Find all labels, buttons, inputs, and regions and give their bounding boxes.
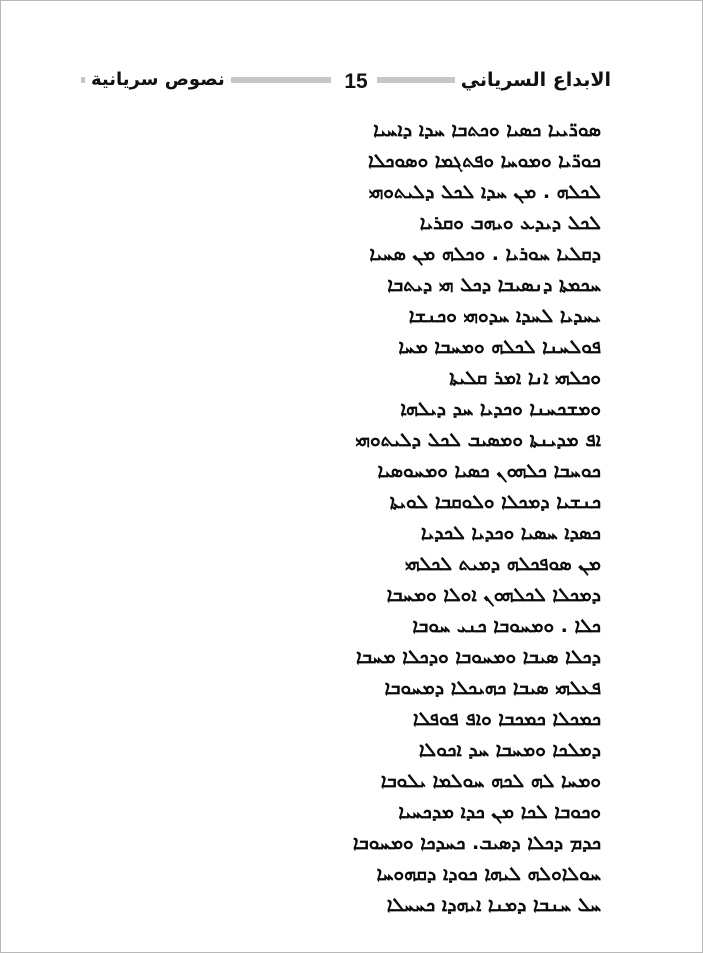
verse-line: ܡܢ ܣܘܦܟܠܗ ܕܡܝܬ ܠܟܠܗܝ (405, 553, 601, 575)
verse-line: ܕܩܠܝܐ ܚܘܪܝܐ . ܘܟܠܗ ܡܢ ܣܚܝܐ (369, 243, 601, 265)
verse-line: ܕܟܠܐ ܣܝܒܐ ܘܡܚܘܒܐ ܘܕܟܠܐ ܡܚܒܐ (356, 646, 601, 668)
header-left-title: نصوص سريانية (85, 67, 231, 93)
verse-line: ܟܕܡ ܕܟܠܐ ܕܣܝܒ. ܟܚܕܟܐ ܘܡܚܘܒܐ (352, 832, 601, 854)
verse-line: ܟܘܚܒܐ ܟܠܗܘܢ ܟܣܝܐ ܘܡܚܘܣܝܐ (377, 460, 601, 482)
verse-line: ܐܦ ܡܕܝܢܬܐ ܘܡܣܝܒ ܠܟܠ ܕܠܝܬܘܗܝ (355, 429, 601, 451)
header-right-title: الابداع السرياني (455, 67, 617, 93)
verse-line: ܝܚܕܝܐ ܠܚܕܐ ܚܕܘܗܝ ܘܟܢܫܐ (408, 305, 601, 327)
verse-line: ܘܡܫܟܚܢܐ ܘܟܕܝܐ ܚܕ ܕܝܠܗܐ (400, 398, 601, 420)
verse-line: ܣܘܪ̈ܝܝܐ ܟܣܝܐ ܘܟܬܒܐ ܚܕܐ ܕܐܚܝܐ (373, 119, 601, 141)
verse-line: ܟܘܪ̈ܝܐ ܘܡܘܚܐ ܘܦܬܓܡܐ ܘܣܘܟܠܐ (367, 150, 601, 172)
page-number: 15 (344, 70, 368, 93)
verse-line: ܘܟܘܒܐ ܠܟܐ ܡܢ ܟܕܐ ܡܕܟܚܝܐ (398, 801, 601, 823)
verse-line: ܚܘܠܐܘܠܗ ܠܝܗܐ ܟܘܕܐ ܕܩܗܘܚܐ (376, 863, 601, 885)
verse-line: ܟܢܫܝܐ ܕܡܟܠܐ ܘܠܘܩܒܐ ܠܘܝܬܐ (389, 491, 601, 513)
verse-line: ܚܟܡܬܐ ܕܢܣܝܒܐ ܕܟܠ ܗܝ ܕܝܬܒܐ (387, 274, 601, 296)
verse-line: ܟܠܐ . ܘܡܚܘܒܐ ܟܢܝ ܚܘܒܐ (412, 615, 601, 637)
verse-line: ܦܥܠܗܝ ܣܝܒܐ ܟܗܝܟܠܐ ܕܡܚܘܒܐ (384, 677, 601, 699)
verse-line: ܕܡܠܟܐ ܘܡܚܒܐ ܚܕ ܐܟܘܠܐ (418, 739, 601, 761)
verse-line: ܘܡܚܐ ܠܗ ܠܟܗ ܚܘܠܡܐ ܝܠܘܒܐ (380, 770, 601, 792)
page-header (81, 67, 617, 101)
verse-line: ܚܠ ܚܢܒܐ ܕܡܢܐ ܐܝܗܕܐ ܟܚܚܠܐ (386, 894, 601, 916)
verse-line: ܕܡܟܠܐ ܠܟܠܗܘܢ ܐܘܠܐ ܘܡܚܒܐ (386, 584, 601, 606)
verse-line: ܠܟܠ ܕܝܕܥ ܘܝܗܒ ܘܩܪܝܐ (419, 212, 601, 234)
verse-line: ܟܡܟܠܐ ܟܡܟܒܐ ܘܐܦ ܦܘܦܠܐ (412, 708, 601, 730)
poem-text (301, 115, 601, 921)
verse-line: ܠܟܠܗ . ܡܢ ܚܕܐ ܠܟܠ ܕܠܝܬܘܗܝ (368, 181, 601, 203)
verse-line: ܘܟܠܗܝ ܐܢܐ ܐܡܪ ܩܠܝܬܐ (449, 367, 601, 389)
verse-line: ܟܣܕܐ ܚܣܝܐ ܘܟܕܝܐ ܠܟܕܝܐ (420, 522, 601, 544)
verse-line: ܦܘܠܚܢܐ ܠܟܠܗ ܘܡܚܒܐ ܡܚܐ (398, 336, 601, 358)
